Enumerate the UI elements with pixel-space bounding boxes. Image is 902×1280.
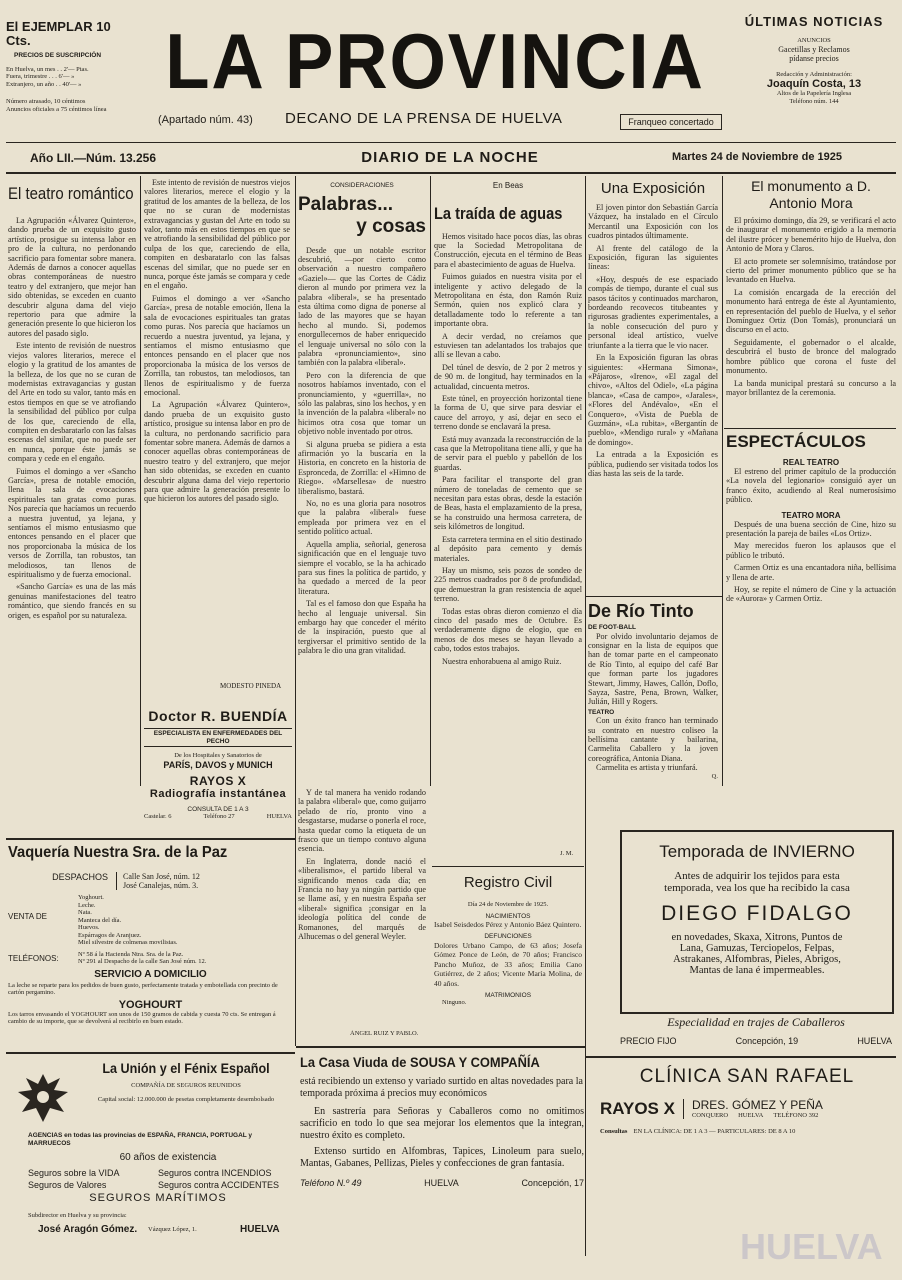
fidalgo-l5: Astrakanes, Alfombras, Pieles, Abrigos, — [673, 954, 841, 965]
paragraph: Carmen Ortiz es una encantadora niña, bellísima y llena de arte. — [726, 563, 896, 582]
paragraph: Está muy avanzada la reconstrucción de la casa que la Metropolitana tiene allí, y que ha de servir para el pueblo y pabellón de los guardas. — [434, 434, 582, 472]
ad-fidalgo — [620, 830, 894, 1014]
article-body — [8, 216, 136, 620]
vaqueria-yoghourt-title: YOGHOURT — [118, 998, 183, 1011]
article-palabras-continued — [298, 788, 426, 1028]
vaqueria-item: Manteca del día. — [78, 916, 122, 924]
article-title: Una Exposición — [600, 180, 706, 197]
section-rule — [586, 596, 722, 597]
paragraph: Al frente del catálogo de la Exposición, figuran las siguientes líneas: — [588, 243, 718, 272]
sousa-addr: Concepción, 17 — [521, 1178, 584, 1188]
paragraph: A decir verdad, no creíamos que estuviesen tan adelantados los trabajos que allí se llevan a cabo. — [434, 331, 582, 360]
apartado: (Apartado núm. 43) — [158, 114, 253, 126]
registro-matrimonios-label: MATRIMONIOS — [484, 991, 532, 999]
clinica-consult: EN LA CLÍNICA: DE 1 A 3 — PARTICULARES: DE 8 A 10 — [633, 1127, 796, 1135]
union-valores: Seguros de Valores — [28, 1180, 107, 1190]
clinica-doctors: DRES. GÓMEZ Y PEÑA — [691, 1098, 823, 1112]
paragraph: Desde que un notable escritor descubrió, —por cierto como observación a nuestro compañero «Gaziel»— que las Cortes de Cádiz dieron al mundo por primera vez la palabra «liberal», se ha presentado esta última como digna de ponerse al lado de las mayores que se hayan hecho al mundo. Si, podemos enorgullecernos de haber enriquecido el lenguaje universal no sólo con la palabra «pronunciamiento», sino también con la palabra «liberal». — [298, 245, 426, 368]
admin-addr2: Altos de la Papelería Inglesa — [776, 90, 852, 97]
article-teatro-romantico — [8, 176, 136, 836]
section-rule — [724, 428, 896, 429]
article-continuation — [144, 178, 290, 678]
section-rule — [296, 1046, 586, 1048]
riotinto-sub: TEATRO — [588, 708, 615, 716]
ad-specialty: ESPECIALISTA EN ENFERMEDADES DEL PECHO — [144, 728, 292, 747]
article-kicker: En Beas — [492, 181, 524, 190]
union-incendios: Seguros contra INCENDIOS — [158, 1168, 272, 1178]
vaqueria-title: Vaquería Nuestra Sra. de la Paz — [8, 844, 228, 861]
vaqueria-tel-row — [8, 951, 293, 966]
registro-nacimientos-label: NACIMIENTOS — [485, 912, 531, 920]
anuncios-line: ANUNCIOS — [797, 37, 831, 44]
paragraph: Del túnel de desvío, de 2 por 2 metros y de 90 m. de longitud, hay terminados en la actualidad, cincuenta metros. — [434, 362, 582, 391]
paragraph: Hemos visitado hace pocos días, las obras que la Sociedad Metropolitana de Construcción, ejecuta en el término de Beas para el abastecimiento de aguas de Huelva. — [434, 231, 582, 269]
article-body — [298, 246, 426, 656]
clinica-rayos: RAYOS X — [600, 1099, 684, 1119]
admin-phone: Teléfono núm. 144 — [789, 97, 839, 105]
vaqueria-tel: Nº 291 al Despacho de la calle San José núm. 12. — [78, 958, 207, 965]
fidalgo-line1: Antes de adquirir los tejidos para esta — [674, 870, 840, 882]
vaqueria-tels — [78, 951, 206, 966]
paragraph: Después de una buena sección de Cine, hizo su presentación la pareja de bailes «Los Ortiz». — [726, 519, 896, 539]
section-rule — [6, 838, 295, 840]
paragraph: Fuimos el domingo a ver «Sancho García», presa de notable emoción, llena la sala de evocaciones espirituales tan gratas como puras. Nos parecía que hacíamos un recuerdo a nuestra juventud, ya lejana, y sentíamos el mismo entusiasmo que entonces pensando en el placer que nos proporcionaba la música de los versos de Zorrilla, tan robustos, tan melodiosos, tan llenos de espiritualismo y de fuerza emocional. — [8, 466, 136, 580]
article-body — [726, 216, 896, 397]
section-rule — [6, 1052, 295, 1054]
union-maritimos: SEGUROS MARÍTIMOS — [89, 1192, 227, 1204]
article-signature: ÁNGEL RUIZ Y PABLO. — [350, 1030, 419, 1037]
union-agencias: AGENCIAS en todas las provincias de ESPAÑA, FRANCIA, PORTUGAL y MARRUECOS — [28, 1132, 253, 1147]
suscripcion-note: Anuncios oficiales a 75 céntimos línea — [6, 105, 107, 113]
paragraph: La entrada a la Exposición es pública, pudiendo ser visitada todos los días hasta las seis de la tarde. — [588, 450, 718, 478]
union-accidentes: Seguros contra ACCIDENTES — [158, 1180, 280, 1190]
suscripcion-line: Fuera, trimestre . . . 6'— » — [6, 73, 75, 80]
dateline-bottom-rule — [6, 172, 896, 174]
paragraph: Si alguna prueba se pidiera a esta afirmación yo la buscaría en la Historia, en concreto en la historia de Espronceda, de Zorrilla: el «Himno de Riego». «Marsellesa» de nuestro liberalismo, bastará. — [298, 439, 426, 496]
article-palabras — [298, 176, 426, 786]
article-exposicion — [588, 176, 718, 596]
clinica-consult-row — [600, 1128, 894, 1136]
article-body — [434, 232, 582, 666]
registro-title: Registro Civil — [463, 874, 553, 891]
vaqueria-despachos — [116, 872, 200, 890]
union-agent: José Aragón Gómez. — [38, 1224, 138, 1235]
registro-civil — [434, 874, 582, 1064]
fidalgo-city: HUELVA — [857, 1036, 892, 1046]
riotinto-body: Carmelita es artista y triunfará. — [596, 763, 698, 773]
suscripcion-title: PRECIOS DE SUSCRIPCIÓN — [14, 52, 102, 59]
vaqueria-domicilio: SERVICIO A DOMICILIO — [94, 968, 207, 980]
union-header — [80, 1060, 292, 1103]
riotinto-body: Por olvido involuntario dejamos de consignar en la lista de equipos que han de tomar parte en el campeonato de Río Tinto, al equipo del café Bar que forman parte los jugadores Stewart, Jimmy, Hawes, Callón, Doflo, Sayza, Sastre, Pena, Brown, Walker, Julián, Hill y Rogers. — [588, 631, 718, 707]
sousa-title: La Casa Viuda de SOUSA Y COMPAÑÍA — [300, 1054, 540, 1070]
vaqueria-venta-list — [78, 894, 177, 947]
paragraph: May merecidos fueron los aplausos que el público le tributó. — [726, 541, 896, 560]
registro-defunciones-label: DEFUNCIONES — [484, 933, 532, 941]
vaqueria-despachos-row — [8, 872, 293, 890]
ad-name: Doctor R. BUENDÍA — [148, 708, 288, 724]
union-years: 60 años de existencia — [119, 1152, 217, 1163]
fidalgo-l3: en novedades, Skaxa, Xitrons, Puntos de — [671, 932, 843, 943]
fidalgo-line2: temporada, vea los que ha recibido la casa — [664, 882, 850, 894]
paragraph: Fuimos guiados en nuestra visita por el inteligente y activo delegado de la Metropolitana en ésta, don Ramón Ruiz Sermón, quien nos explicó clara y detalladamente todo lo referente a tan importante obra. — [434, 272, 582, 329]
paragraph: Todas estas obras dieron comienzo el día cinco del pasado mes de Octubre. Es verdaderamente digno de elogio, que en menos de dos meses se hayan llevado a cabo, todos estos trabajos. — [434, 606, 582, 654]
ad-hospitals: De los Hospitales y Sanatorios de — [174, 752, 262, 759]
fidalgo-title: Temporada de INVIERNO — [659, 842, 855, 861]
espectaculos-sub: REAL TEATRO — [782, 458, 840, 467]
paragraph: Tal es el famoso don que España ha hecho al lenguaje universal. Sin embargo hay que conceder el mérito de la inspiración, puesto que al tergiversar el primitivo sentido de la palabra le dio una gran vitalidad. — [298, 599, 426, 656]
vaqueria-tel-label: TELÉFONOS: — [8, 953, 59, 963]
anuncios-line: Gacetillas y Reclamos — [778, 44, 850, 54]
article-signature: MODESTO PINEDA — [220, 682, 282, 690]
union-city: HUELVA — [240, 1224, 280, 1235]
paragraph: El próximo domingo, día 29, se verificará el acto de inaugurar el monumento erigido a la memoria del ilustre prócer y benemérito hijo de Huelva, don Antonio de Mora y Claros. — [726, 216, 896, 254]
phoenix-emblem-icon — [12, 1068, 74, 1130]
fidalgo-name: DIEGO FIDALGO — [661, 902, 853, 925]
paragraph: «Sancho García» es una de las más genuinas manifestaciones del teatro romántico, que siendo francés en su origen, es español por su naturaleza. — [8, 582, 136, 620]
paragraph: No, no es una gloria para nosotros que la palabra «liberal» fuese empleada por primera vez en el sentido político actual. — [298, 499, 426, 537]
ad-city: HUELVA — [266, 813, 292, 818]
paragraph: Este túnel, en proyección horizontal tiene la forma de U, que sirve para desviar el cauce del arroyo, y así, dejar en seco el terreno donde se enclavará la presa. — [434, 394, 582, 432]
registro-matrimonios: Ninguno. — [442, 999, 467, 1007]
sousa-phone: Teléfono N.º 49 — [300, 1178, 362, 1188]
article-title: El monumento a D. Antonio Mora — [751, 178, 871, 211]
riotinto-signature: Q. — [711, 772, 718, 780]
ad-vaqueria — [8, 842, 293, 1042]
article-title: Palabras... — [298, 193, 394, 215]
paragraph: Este intento de revisión de nuestros viejos valores literarios, merece el elogio y la gratitud de los amantes de la belleza, de los que no se curan de modernistas extravagancias y gustan del Arte en todo su valor, tanto más en estos tiempos en que se ve atrofiando la sensibilidad del público por culpa de los que, careciendo de ella, compiten en desbaratarlo con las falsas escenas del similar, que no puede ser en nunca, porque éste jamás se compara y cede en el engaño. — [8, 341, 136, 464]
dateline-issue: Año LII.—Núm. 13.256 — [30, 151, 157, 165]
paragraph: La comisión encargada de la erección del monumento hará entrega de éste al Ayuntamiento, en representación del pueblo de Huelva, y el señor Domínguez Ortiz (Don Tomás), pronunciará un discurso en el acto. — [726, 287, 896, 335]
vaqueria-item: Miel silvestre de colmenas movilistas. — [78, 939, 178, 946]
sousa-intro: está recibiendo un extenso y variado surtido en altas novedades para la temporada próxima á precios muy económicos — [300, 1076, 583, 1099]
vaqueria-item: Espárragos de Aranjuez. — [78, 931, 142, 939]
fidalgo-footer — [620, 1036, 892, 1046]
espectaculos — [726, 432, 896, 782]
suscripcion-line: Extranjero, un año . . 40'— » — [6, 80, 82, 88]
section-rule — [586, 1056, 896, 1058]
suscripcion-line: En Huelva, un mes . . 2'— Ptas. — [6, 65, 89, 73]
column-rule — [430, 176, 431, 786]
ad-radio: Radiografía instantánea — [149, 787, 287, 800]
suscripcion-note: Número atrasado, 10 céntimos — [6, 98, 86, 105]
column-rule — [295, 176, 296, 1046]
column-rule — [722, 176, 723, 786]
riotinto-body: Con un éxito franco han terminado su contrato en nuestro coliseo la bellísima cantante y bailarina, Carmelita Caballero y la joven coreográfica, Antonia Diana. — [588, 716, 718, 763]
paragraph: Aquella amplia, señorial, generosa significación que en el lenguaje tuvo siempre el vocablo, se la ha achicado para sus fines la política de partido, y ha quedado a merced de la peor literatura. — [298, 539, 426, 596]
ad-consulta: CONSULTA DE 1 A 3 — [187, 805, 249, 813]
column-rule — [140, 176, 141, 786]
article-title-2: y cosas — [356, 215, 426, 237]
article-traida-aguas — [434, 176, 582, 776]
vaqueria-venta-row — [8, 894, 293, 947]
riotinto-sub: DE FOOT-BALL — [588, 624, 637, 631]
clinica-info — [684, 1098, 823, 1120]
registro-defunciones: Dolores Urbano Campo, de 63 años; Josefa Gómez Ponce de León, de 70 años; Francisco Pancho Muñoz, de 33 años; Emilia Cano Gutiérrez, de 2 años; Vicente María Molina, de 40 años. — [434, 940, 582, 988]
ad-phone: Teléfono 27 — [203, 813, 235, 818]
union-subagent-label: Subdirector en Huelva y su provincia: — [28, 1212, 127, 1219]
espectaculos-body: El estreno del primer capítulo de la producción «La novela del legionario» consiguió ayer un franco éxito, acudiendo al Real numerosísimo público. — [726, 467, 896, 505]
sousa-city: HUELVA — [424, 1178, 459, 1188]
paragraph: Fuimos el domingo a ver «Sancho García», presa de notable emoción, llena la sala de evocaciones espirituales tan gratas como puras. Nos parecía que hacíamos un recuerdo a nuestra juventud, ya lejana, y sentíamos el mismo entusiasmo que entonces pensando en el placer que nos proporcionaba la música de los versos de Zorrilla, tan robustos, tan melodiosos, tan llenos de espiritualismo y de fuerza emocional. — [144, 293, 290, 397]
paragraph: La Agrupación «Álvarez Quintero», dando prueba de un exquisito gusto artístico, prosigue su intensa labor en pro de la cultura, no perdonando sacrificio para fomentar sobre manera. Además de darnos a conocer aquellas obras contemporáneas de nuestro teatro y del extranjero, que mejor han sido obtenidas, se exceden en cuanto descubrir alguna dama del viejo repertorio para que admire la generación presente lo que hicieron los autores del pasado siglo. — [144, 400, 290, 504]
union-title: La Unión y el Fénix Español — [102, 1060, 270, 1076]
franqueo-box: Franqueo concertado — [620, 114, 722, 130]
paragraph: «Hoy, después de ese espaciado compás de tiempo, durante el cual sus pasos tácitos y continuados marcharon, bordeando recovecos titubeantes y rigurosas gradientes experimentales, a la noble consecución del puro y personal ideal artístico, vuelve triunfante a la tierra que le vio nacer. — [588, 274, 718, 350]
paragraph: En Inglaterra, donde nació el «liberalismo», el partido liberal va significando menos cada día; en Francia no hay ya ningún partido que se llame así, y en nuestra España ser «liberal» significa ¡consigar en la ideología política del conde de Romanones, del marqués de Alhucemas o del general Weyler. — [298, 856, 426, 942]
dateline-top-rule — [6, 142, 896, 143]
fidalgo-special: Especialidad en trajes de Caballeros — [667, 1015, 845, 1029]
paragraph: La Agrupación «Álvarez Quintero», dando prueba de un exquisito gusto artístico, prosigue su intensa labor en pro de la cultura, no perdonando sacrificio para fomentar sobre manera. Además de darnos a conocer aquellas obras contemporáneas de nuestro teatro y del extranjero, que mejor han sido obtenidas, se exceden en cuanto descubrir alguna dama del viejo repertorio para que admire la generación presente lo que hicieron los autores del pasado siglo. — [8, 216, 136, 338]
paragraph: Hoy, se repite el número de Cine y la actuación de «Aurora» y Carmen Ortiz. — [726, 585, 896, 604]
paragraph: Para facilitar el transporte del gran número de toneladas de cemento que se necesitan para estas obras, desde la estación de Beas, hasta el emplazamiento de la presa, se ha construido una hermosa carretera, de seis kilómetros de longitud. — [434, 475, 582, 532]
article-body — [588, 203, 718, 478]
clinica-city: HUELVA — [738, 1112, 764, 1119]
sousa-footer — [300, 1178, 584, 1188]
sousa-p1: En sastrería para Señoras y Caballeros como no omitimos sacrificio en todo lo que sea mejorar los elementos que la integran, nuestro éxito es completo. — [300, 1106, 584, 1141]
clinica-addr: CONQUERO — [691, 1112, 729, 1119]
paragraph: Seguidamente, el gobernador o el alcalde, descubrirá el busto de bronce del malogrado hombre público que corona el fuste del monumento. — [726, 337, 896, 376]
fidalgo-l6: Mantas de lana é impermeables. — [689, 965, 825, 976]
ad-union-fenix — [8, 1056, 293, 1266]
paragraph: Esta carretera termina en el sitio destinado al depósito para cemento y demás materiales. — [434, 534, 582, 563]
vaqueria-tel: Nº 58 á la Hacienda Ntra. Sra. de la Paz. — [78, 950, 184, 958]
vaqueria-note: La leche se reparte para los pedidos de buen gusto, perfectamente tratada y embotellada con precinto de cartón pergamino. — [8, 981, 278, 996]
article-title: El teatro romántico — [8, 184, 134, 203]
fidalgo-price: PRECIO FIJO — [620, 1036, 677, 1046]
article-title: De Río Tinto — [588, 601, 694, 621]
paragraph: Pero con la diferencia de que nosotros habíamos inventado, con el pronunciamiento, y «guerrilla», no sólo las palabras, sino los hechos, y en la invención de la palabra «liberal» no hicimos otra cosa que tomar un objetivo noble inventado por otros. — [298, 370, 426, 437]
vaqueria-despacho: Calle San José, núm. 12 — [123, 872, 200, 881]
paragraph: Y de tal manera ha venido rodando la palabra «liberal» que, como guijarro pelado de río, pronto vino a desgastarse, mudarse o ponerla el roce, hasta quedar como la etiqueta de un frasco que un tiempo contuvo alguna esencia. — [298, 788, 426, 854]
paragraph: Hay un mismo, seis pozos de sondeo de 225 metros cuadrados por 8 de profundidad, que demuestran la gran resistencia de aquel terreno. — [434, 565, 582, 604]
article-title: La traída de aguas — [434, 203, 563, 223]
paragraph: Este intento de revisión de nuestros viejos valores literarios, merece el elogio y la gratitud de los amantes de la belleza, de los que no se curan de modernistas extravagancias y gustan del Arte en todo su valor, tanto más en estos tiempos en que se ve atrofiando la sensibilidad del público por culpa de los que, careciendo de ella, compiten en desbaratarlo con las falsas escenas del similar, que no puede ser en nunca, porque éste jamás se compara y cede en el engaño. — [144, 178, 290, 291]
admin-address: Joaquín Costa, 13 — [766, 78, 862, 90]
union-agent-addr: Vázquez López, 1. — [148, 1226, 197, 1233]
vaqueria-venta-label: VENTA DE — [8, 912, 47, 921]
ad-addr: Castelar, 6 — [144, 813, 172, 818]
clinica-title: CLÍNICA SAN RAFAEL — [639, 1066, 855, 1087]
masthead-subtitle: DECANO DE LA PRENSA DE HUELVA — [285, 110, 563, 127]
vaqueria-item: Nata. — [78, 909, 92, 916]
paragraph: El acto promete ser solemnísimo, tratándose por cierto del primer monumento público que se ha levantado en Huelva. — [726, 256, 896, 285]
article-monumento — [726, 176, 896, 426]
ad-address-row — [144, 813, 292, 818]
article-kicker: CONSIDERACIONES — [330, 182, 394, 189]
column-rule — [585, 176, 586, 1256]
vaqueria-item: Yoghourt. — [78, 894, 104, 901]
union-vida: Seguros sobre la VIDA — [28, 1168, 120, 1178]
anuncios-line: pídanse precios — [789, 53, 839, 63]
clinica-phone: TELÉFONO 392 — [773, 1112, 819, 1119]
vaqueria-item: Leche. — [78, 901, 96, 909]
article-signature: J. M. — [560, 850, 574, 857]
masthead-left-box — [6, 20, 136, 140]
ultimas-noticias: ÚLTIMAS NOTICIAS — [744, 14, 884, 29]
article-rio-tinto — [588, 600, 718, 800]
vaqueria-despacho: José Canalejas, núm. 3. — [123, 881, 199, 890]
fidalgo-l4: Lana, Gamuzas, Terciopelos, Felpas, — [679, 943, 835, 954]
ad-buendia — [144, 708, 292, 818]
union-capital: Capital social: 12.000.000 de pesetas completamente desembolsado — [97, 1095, 275, 1103]
registro-date: Día 24 de Noviembre de 1925. — [467, 901, 549, 908]
clinica-addr-row — [692, 1112, 823, 1120]
dateline-center: DIARIO DE LA NOCHE — [361, 149, 539, 166]
dateline-date: Martes 24 de Noviembre de 1925 — [672, 151, 842, 163]
vaqueria-yoghourt-text: Los tarros envasando el YOGHOURT son unos de 150 gramos de cabida y cuesta 70 cts. Se entregan á cambio de su importe, que se devolverá al recibirlo en buen estado. — [8, 1010, 276, 1025]
espectaculos-body — [726, 520, 896, 604]
espectaculos-sub: TEATRO MORA — [781, 510, 841, 520]
fidalgo-addr: Concepción, 19 — [735, 1036, 799, 1046]
ejemplar-price: El EJEMPLAR 10 Cts. — [6, 20, 111, 48]
vaqueria-item: Huevos. — [78, 924, 100, 931]
admin-label: Redacción y Administración: — [776, 70, 852, 78]
sousa-p2: Extenso surtido en Alfombras, Tapices, Linoleum para suelo, Mantas, Gabanes, Pellizas, Pieles y confecciones de gran fantasía. — [300, 1146, 584, 1169]
masthead-right-box — [732, 14, 896, 138]
ad-rayos: RAYOS X — [189, 773, 247, 788]
clinica-row — [600, 1098, 894, 1120]
vaqueria-despachos-label: DESPACHOS — [52, 872, 108, 882]
ad-sousa — [300, 1054, 584, 1274]
paragraph: El joven pintor don Sebastián García Vázquez, ha instalado en el Círculo Mercantil una Exposición con los cuadros pintados últimamente. — [588, 203, 718, 241]
paragraph: En la Exposición figuran las obras siguientes: «Hermana Simona», «Pájaros», «Ireno», «El zagal del chivo», «Altos del Odiel», «La página blanca», «Casa de campo», «Jarales», «Flores del Andévalo», «En el Conquero», «Vista de Puebla de Guzmán», «La rubita», «Bergantín de pueblo», «Mendigo rural» y «Mañana de domingo». — [588, 353, 718, 447]
watermark: HUELVA — [740, 1226, 883, 1267]
registro-nacimientos: Isabel Seisdedos Pérez y Antonio Báez Quintero. — [434, 920, 582, 929]
section-rule — [432, 866, 584, 867]
union-sub: COMPAÑÍA DE SEGUROS REUNIDOS — [131, 1082, 241, 1089]
clinica-consult-label: Consultas — [600, 1127, 628, 1135]
paragraph: Nuestra enhorabuena al amigo Ruiz. — [442, 656, 562, 666]
ad-cities: PARÍS, DAVOS y MUNICH — [163, 759, 273, 770]
paragraph: La banda municipal prestará su concurso a la mayor brillantez de la ceremonia. — [726, 378, 896, 397]
masthead-title: LA PROVINCIA — [165, 20, 705, 102]
espectaculos-title: ESPECTÁCULOS — [726, 432, 866, 451]
